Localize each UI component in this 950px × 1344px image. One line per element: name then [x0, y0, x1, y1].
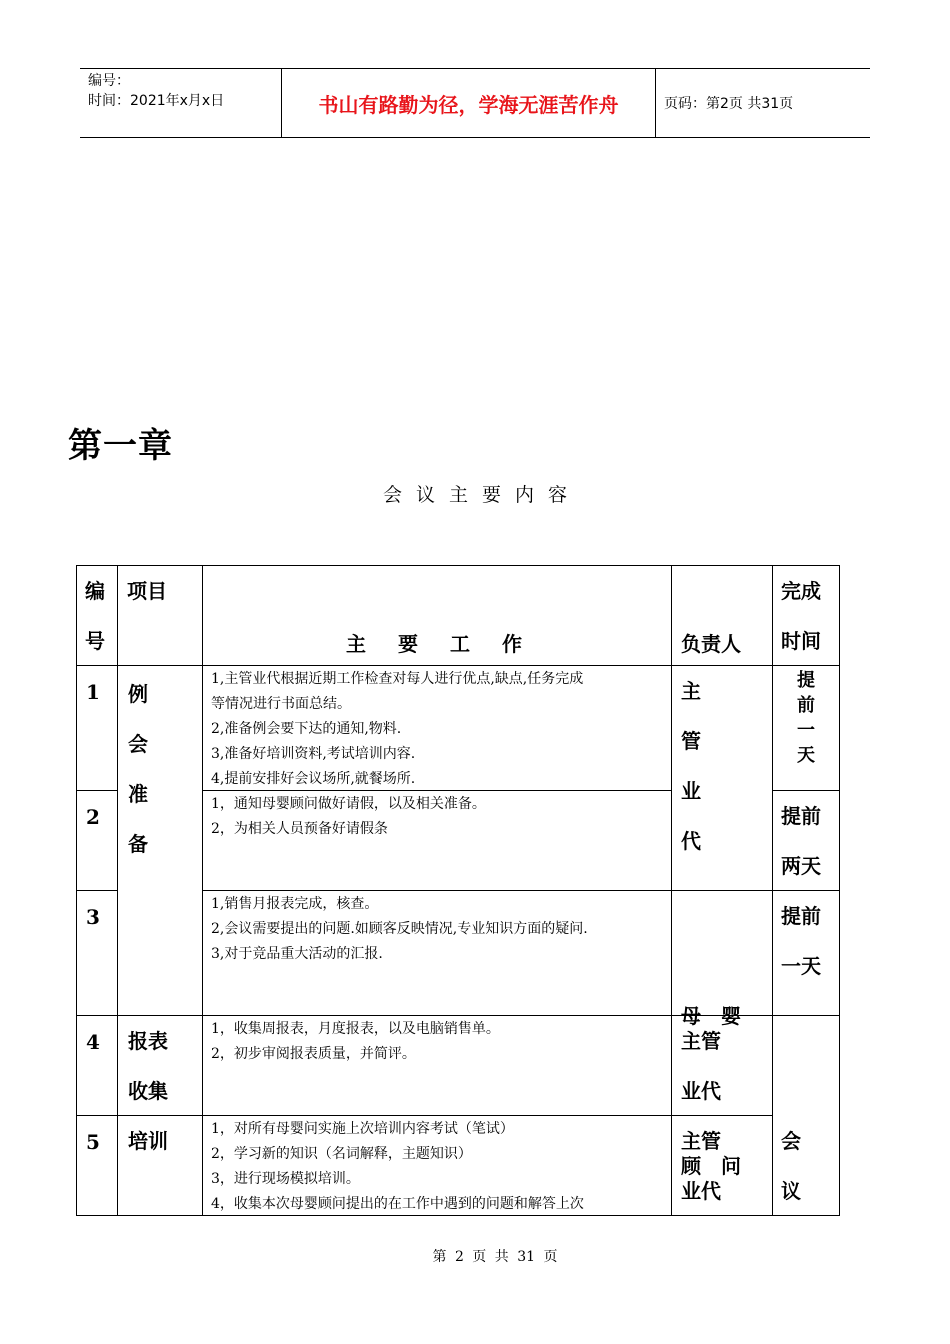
header-number-char-1: 编 [85, 579, 105, 603]
owner-char: 业 [681, 779, 701, 803]
row-2-work [202, 790, 672, 891]
work-line: 等情况进行书面总结。 [211, 696, 351, 712]
work-line: 2，为相关人员预备好请假条 [211, 821, 388, 837]
row-2-number: 2 [76, 790, 118, 891]
owner-char: 代 [681, 829, 701, 853]
row-1-work [202, 665, 672, 791]
row-3-work [202, 890, 672, 1016]
row-5-item [117, 1115, 203, 1216]
time-char: 天 [797, 745, 815, 766]
work-line: 4，收集本次母婴顾问提出的在工作中遇到的问题和解答上次 [211, 1196, 584, 1212]
work-line: 2，学习新的知识（名词解释，主题知识） [211, 1146, 472, 1162]
header-cell-item [117, 565, 203, 666]
header-work-label: 主 要 工 作 [346, 632, 528, 656]
time-char: 前 [797, 695, 815, 716]
item-line: 培训 [128, 1129, 168, 1153]
row-4-item [117, 1015, 203, 1116]
owner-line: 顾 问 [681, 1154, 741, 1178]
header-number-label: 编号： [88, 73, 130, 89]
work-line: 2,准备例会要下达的通知,物料. [211, 721, 402, 737]
work-line: 2,会议需要提出的问题.如顾客反映情况,专业知识方面的疑问. [211, 921, 588, 937]
page-footer: 第 2 页 共 31 页 [432, 1249, 558, 1265]
time-line: 提前 [781, 904, 821, 928]
header-cell-owner [671, 565, 773, 666]
owner-line: 主管 [681, 1029, 721, 1053]
row-5-work [202, 1115, 672, 1216]
item-char: 例 [128, 682, 148, 706]
header-owner-label: 负责人 [681, 632, 741, 656]
header-cell-time [772, 565, 840, 666]
header-item-label: 项目 [127, 579, 167, 603]
header-time-label: 时间：2021年x月x日 [88, 93, 225, 109]
header-time-line-1: 完成 [781, 579, 821, 603]
row-4-owner [671, 1015, 773, 1116]
work-line: 1，收集周报表，月度报表，以及电脑销售单。 [211, 1021, 500, 1037]
time-line: 一天 [781, 954, 821, 978]
work-line: 3，进行现场模拟培训。 [211, 1171, 360, 1187]
work-line: 3,对于竞品重大活动的汇报. [211, 946, 383, 962]
chapter-title: 第一章 [68, 426, 173, 466]
header-cell-work [202, 565, 672, 666]
time-line: 提前 [781, 804, 821, 828]
time-spacer [781, 1016, 839, 1116]
owner-char: 主 [681, 679, 701, 703]
row-5-owner [671, 1115, 773, 1216]
item-line: 报表 [128, 1029, 168, 1053]
time-char: 会 [781, 1129, 801, 1153]
section-title: 会议主要内容 [382, 484, 581, 506]
merged-time-meeting [772, 1015, 840, 1216]
header-cell-number [76, 565, 118, 666]
owner-line: 业代 [681, 1079, 721, 1103]
header-motto: 书山有路勤为径，学海无涯苦作舟 [282, 69, 656, 137]
time-char: 提 [797, 670, 815, 691]
time-char: 议 [781, 1179, 801, 1203]
row-2-time [772, 790, 840, 891]
item-line: 收集 [128, 1079, 168, 1103]
work-line: 1,主管业代根据近期工作检查对每人进行优点,缺点,任务完成 [211, 671, 584, 687]
row-3-time [772, 890, 840, 1016]
owner-line: 主管 [681, 1129, 721, 1153]
row-5-number: 5 [76, 1115, 118, 1216]
time-char: 一 [797, 720, 815, 741]
item-char: 备 [128, 832, 148, 856]
item-char: 会 [128, 732, 148, 756]
row-4-number: 4 [76, 1015, 118, 1116]
row-1-time [772, 665, 840, 791]
merged-owner-supervisor [671, 665, 773, 891]
time-line: 两天 [781, 854, 821, 878]
item-char: 准 [128, 782, 148, 806]
header-meta [80, 69, 282, 137]
work-line: 2，初步审阅报表质量，并简评。 [211, 1046, 416, 1062]
work-line: 4,提前安排好会议场所,就餐场所. [211, 771, 416, 787]
work-line: 3,准备好培训资料,考试培训内容. [211, 746, 416, 762]
work-line: 1，通知母婴顾问做好请假，以及相关准备。 [211, 796, 486, 812]
row-3-number: 3 [76, 890, 118, 1016]
merged-item-regular-meeting [117, 665, 203, 1016]
header-time-line-2: 时间 [781, 629, 821, 653]
header-page-info: 页码：第2页 共31页 [664, 96, 794, 112]
meeting-table [76, 565, 840, 1216]
row-4-work [202, 1015, 672, 1116]
header-number-char-2: 号 [85, 629, 105, 653]
page-header [80, 68, 870, 138]
owner-line: 业代 [681, 1179, 721, 1203]
row-1-number: 1 [76, 665, 118, 791]
owner-line: 母 婴 [681, 1004, 741, 1028]
owner-char: 管 [681, 729, 701, 753]
work-line: 1,销售月报表完成，核查。 [211, 896, 379, 912]
work-line: 1，对所有母婴问实施上次培训内容考试（笔试） [211, 1121, 514, 1137]
